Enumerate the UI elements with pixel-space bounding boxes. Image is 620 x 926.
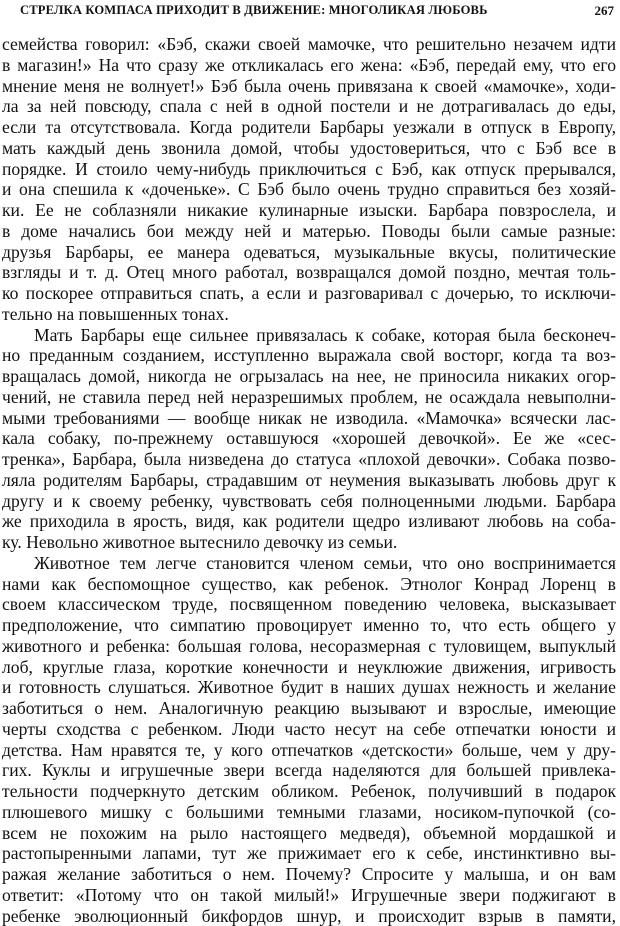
text-line: мнение меня не волнует!» Бэб была очень привязана к своей «мамочке», ходи- <box>2 76 616 97</box>
text-line: детства. Нам нравятся те, у кого отпечатков «детскости» больше, чем у дру- <box>2 740 616 761</box>
text-line: тельности подчеркнуто детским обликом. Ребенок, получивший в подарок <box>2 781 616 802</box>
text-line: семейства говорил: «Бэб, скажи своей мамочке, что решительно незачем идти <box>2 34 616 55</box>
running-header <box>0 3 620 23</box>
paragraph-first-line: Мать Барбары еще сильнее привязалась к собаке, которая была бесконеч- <box>2 325 616 346</box>
text-line: мыми требованиями — вообще никак не изводила. «Мамочка» всячески лас- <box>2 408 616 429</box>
text-line: ражая желание заботиться о нем. Почему? Спросите у малыша, и он вам <box>2 864 616 885</box>
text-line: же приходила в ярость, видя, как родители щедро изливают любовь на соба- <box>2 511 616 532</box>
text-line: черты сходства с ребенком. Люди часто несут на себе отпечатки юности и <box>2 719 616 740</box>
paragraph-end-line: ку. Невольно животное вытеснило девочку из семьи. <box>2 532 616 553</box>
paragraph-first-line: Животное тем легче становится членом семьи, что оно воспринимается <box>2 553 616 574</box>
text-line: если та отсутствовала. Когда родители Барбары уезжали в отпуск в Европу, <box>2 117 616 138</box>
text-line: тренка», Барбара, была низведена до статуса «плохой девочки». Собака позво- <box>2 449 616 470</box>
text-line: животного и ребенка: большая голова, несоразмерная с туловищем, выпуклый <box>2 636 616 657</box>
text-line: в магазин!» На что сразу же откликалась его жена: «Бэб, передай ему, что его <box>2 55 616 76</box>
text-line: растопыренными лапами, тут же прижимает его к себе, инстинктивно вы- <box>2 843 616 864</box>
text-line: друзья Барбары, ее манера одеваться, музыкальные вкусы, политические <box>2 242 616 263</box>
text-line: ла за ней повсюду, спала с ней в одной постели и не дотрагивалась до еды, <box>2 96 616 117</box>
text-line: своем классическом труде, посвященном поведению человека, высказывает <box>2 594 616 615</box>
text-line: мать каждый день звонила домой, чтобы удостовериться, что с Бэб все в <box>2 138 616 159</box>
text-line: взгляды и т. д. Отец много работал, возвращался домой поздно, мечтая толь- <box>2 262 616 283</box>
text-line: и она спешила к «доченьке». С Бэб было очень трудно справиться без хозяй- <box>2 179 616 200</box>
text-line: плюшевого мишку с большими темными глазами, носиком-пупочкой (со- <box>2 802 616 823</box>
text-line: ребенке эволюционный бикфордов шнур, и происходит взрыв в памяти, <box>2 906 616 926</box>
page-number: 267 <box>595 3 615 19</box>
text-line: кала собаку, по-прежнему оставшуюся «хорошей девочкой». Ее же «сес- <box>2 428 616 449</box>
text-line: ко поскорее отправиться спать, а если и разговаривал с дочерью, то исключи- <box>2 283 616 304</box>
text-line: заботиться о нем. Аналогичную реакцию вызывают и взрослые, имеющие <box>2 698 616 719</box>
text-line: лоб, круглые глаза, короткие конечности и неуклюжие движения, игривость <box>2 657 616 678</box>
text-line: всем не похожим на рыло настоящего медведя), объемной мордашкой и <box>2 823 616 844</box>
text-line: вращалась домой, никогда не огрызалась на нее, не приносила никаких огор- <box>2 366 616 387</box>
body-text <box>2 34 616 926</box>
text-line: в доме начались бои между ней и матерью. Поводы были самые разные: <box>2 221 616 242</box>
paragraph-end-line: тельно на повышенных тонах. <box>2 304 616 325</box>
running-title: СТРЕЛКА КОМПАСА ПРИХОДИТ В ДВИЖЕНИЕ: МНОГОЛИКАЯ ЛЮБОВЬ <box>20 3 488 18</box>
text-line: и готовность слушаться. Животное будит в наших душах нежность и желание <box>2 677 616 698</box>
text-line: гих. Куклы и игрушечные звери всегда наделяются для большей привлека- <box>2 760 616 781</box>
text-line: ки. Ее не соблазняли никакие кулинарные изыски. Барбара повзрослела, и <box>2 200 616 221</box>
text-line: чений, не ставила перед ней неразрешимых проблем, не осаждала невыполни- <box>2 387 616 408</box>
text-line: нами как беспомощное существо, как ребенок. Этнолог Конрад Лоренц в <box>2 574 616 595</box>
text-line: другу и к своему ребенку, чувствовать себя полноценными людьми. Барбара <box>2 491 616 512</box>
text-line: но преданным созданием, исступленно выражала свой восторг, когда та воз- <box>2 345 616 366</box>
text-line: порядке. И стоило чему-нибудь приключиться с Бэб, как отпуск прерывался, <box>2 159 616 180</box>
text-line: ответит: «Потому что он такой милый!» Игрушечные звери поджигают в <box>2 885 616 906</box>
text-line: ляла родителям Барбары, страдавшим от неумения выказывать любовь друг к <box>2 470 616 491</box>
text-line: предположение, что симпатию провоцирует именно то, что есть общего у <box>2 615 616 636</box>
